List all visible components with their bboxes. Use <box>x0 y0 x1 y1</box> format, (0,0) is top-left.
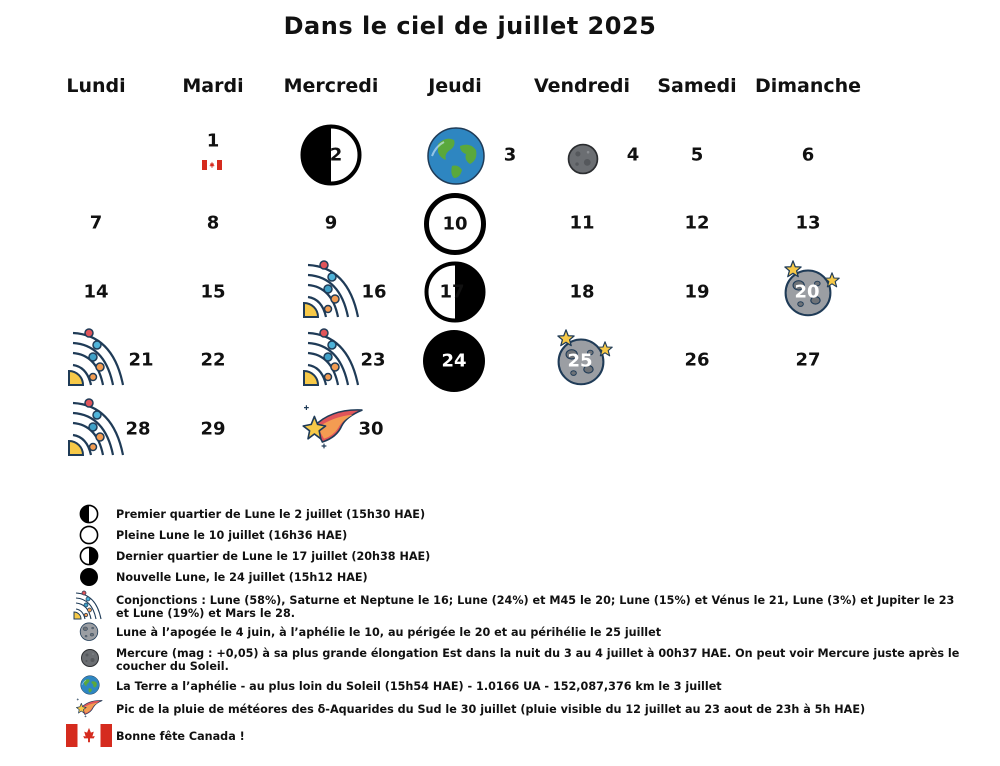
page-title: Dans le ciel de juillet 2025 <box>283 12 657 40</box>
conjunction-icon <box>67 397 127 457</box>
weekday-header-tuesday: Mardi <box>182 75 244 97</box>
day-4: 4 <box>626 144 640 166</box>
weekday-header-thursday: Jeudi <box>428 75 482 97</box>
day-23: 23 <box>360 349 386 371</box>
weekday-header-wednesday: Mercredi <box>283 75 379 97</box>
day-24: 24 <box>441 350 467 372</box>
legend-meteor-shower: Pic de la pluie de météores des δ-Aquarides du Sud le 30 juillet (pluie visible du 12 juillet au 23 aout de 23h à 5h HAE) <box>116 703 866 716</box>
earth-icon <box>80 675 100 695</box>
legend-last-quarter: Dernier quartier de Lune le 17 juillet (20h38 HAE) <box>116 550 431 563</box>
star-icon <box>824 272 840 288</box>
conjunction-icon <box>302 327 362 387</box>
legend-mercury: Mercure (mag : +0,05) à sa plus grande élongation Est dans la nuit du 3 au 4 juillet à 00h37 HAE. On peut voir Mercure juste après le coucher du Soleil. <box>116 647 960 673</box>
day-13: 13 <box>795 212 821 234</box>
star-icon <box>597 341 613 357</box>
meteor-icon <box>300 402 364 450</box>
day-28: 28 <box>125 418 151 440</box>
full-moon-icon <box>79 525 99 545</box>
day-8: 8 <box>206 212 220 234</box>
legend-first-quarter: Premier quartier de Lune le 2 juillet (15h30 HAE) <box>116 508 426 521</box>
day-2: 2 <box>329 144 343 166</box>
canada-flag-icon <box>66 724 112 747</box>
weekday-header-monday: Lundi <box>66 75 126 97</box>
day-7: 7 <box>89 212 103 234</box>
day-30: 30 <box>358 418 384 440</box>
day-5: 5 <box>690 144 704 166</box>
day-19: 19 <box>684 281 710 303</box>
legend-conjunctions: Conjonctions : Lune (58%), Saturne et Neptune le 16; Lune (24%) et M45 le 20; Lune (15%) et Vénus le 21, Lune (3%) et Jupiter le 23 et Lune (19%) et Mars le 28. <box>116 594 955 620</box>
weekday-header-saturday: Samedi <box>657 75 737 97</box>
moon-craters-icon <box>78 620 100 642</box>
star-icon <box>557 329 575 347</box>
legend-full-moon: Pleine Lune le 10 juillet (16h36 HAE) <box>116 529 348 542</box>
day-12: 12 <box>684 212 710 234</box>
legend-new-moon: Nouvelle Lune, le 24 juillet (15h12 HAE) <box>116 571 368 584</box>
day-20: 20 <box>794 281 820 303</box>
first-quarter-moon-icon <box>79 504 99 524</box>
day-25: 25 <box>567 350 593 372</box>
day-27: 27 <box>795 349 821 371</box>
conjunction-icon <box>67 327 127 387</box>
day-10: 10 <box>442 213 468 235</box>
meteor-icon <box>75 697 103 718</box>
day-11: 11 <box>569 212 595 234</box>
day-1: 1 <box>206 130 220 152</box>
day-14: 14 <box>83 281 109 303</box>
last-quarter-moon-icon <box>79 546 99 566</box>
day-26: 26 <box>684 349 710 371</box>
weekday-header-friday: Vendredi <box>533 75 631 97</box>
star-icon <box>784 260 802 278</box>
day-9: 9 <box>324 212 338 234</box>
legend-earth-aphelion: La Terre a l’aphélie - au plus loin du Soleil (15h54 HAE) - 1.0166 UA - 152,087,376 km le 3 juillet <box>116 680 722 693</box>
day-17: 17 <box>439 281 465 303</box>
day-3: 3 <box>503 144 517 166</box>
day-22: 22 <box>200 349 226 371</box>
day-29: 29 <box>200 418 226 440</box>
day-15: 15 <box>200 281 226 303</box>
day-16: 16 <box>361 281 387 303</box>
day-6: 6 <box>801 144 815 166</box>
conjunction-icon <box>73 590 103 620</box>
earth-icon <box>426 126 486 186</box>
weekday-header-sunday: Dimanche <box>754 75 862 97</box>
day-18: 18 <box>569 281 595 303</box>
legend-canada-day: Bonne fête Canada ! <box>116 730 245 743</box>
legend-moon-distance: Lune à l’apogée le 4 juin, à l’aphélie le 10, au périgée le 20 et au périhélie le 25 juillet <box>116 626 662 639</box>
mercury-icon <box>566 142 600 176</box>
new-moon-icon <box>79 567 99 587</box>
mercury-icon <box>80 648 100 668</box>
day-21: 21 <box>128 349 154 371</box>
conjunction-icon <box>302 259 362 319</box>
canada-flag-icon <box>202 158 222 172</box>
